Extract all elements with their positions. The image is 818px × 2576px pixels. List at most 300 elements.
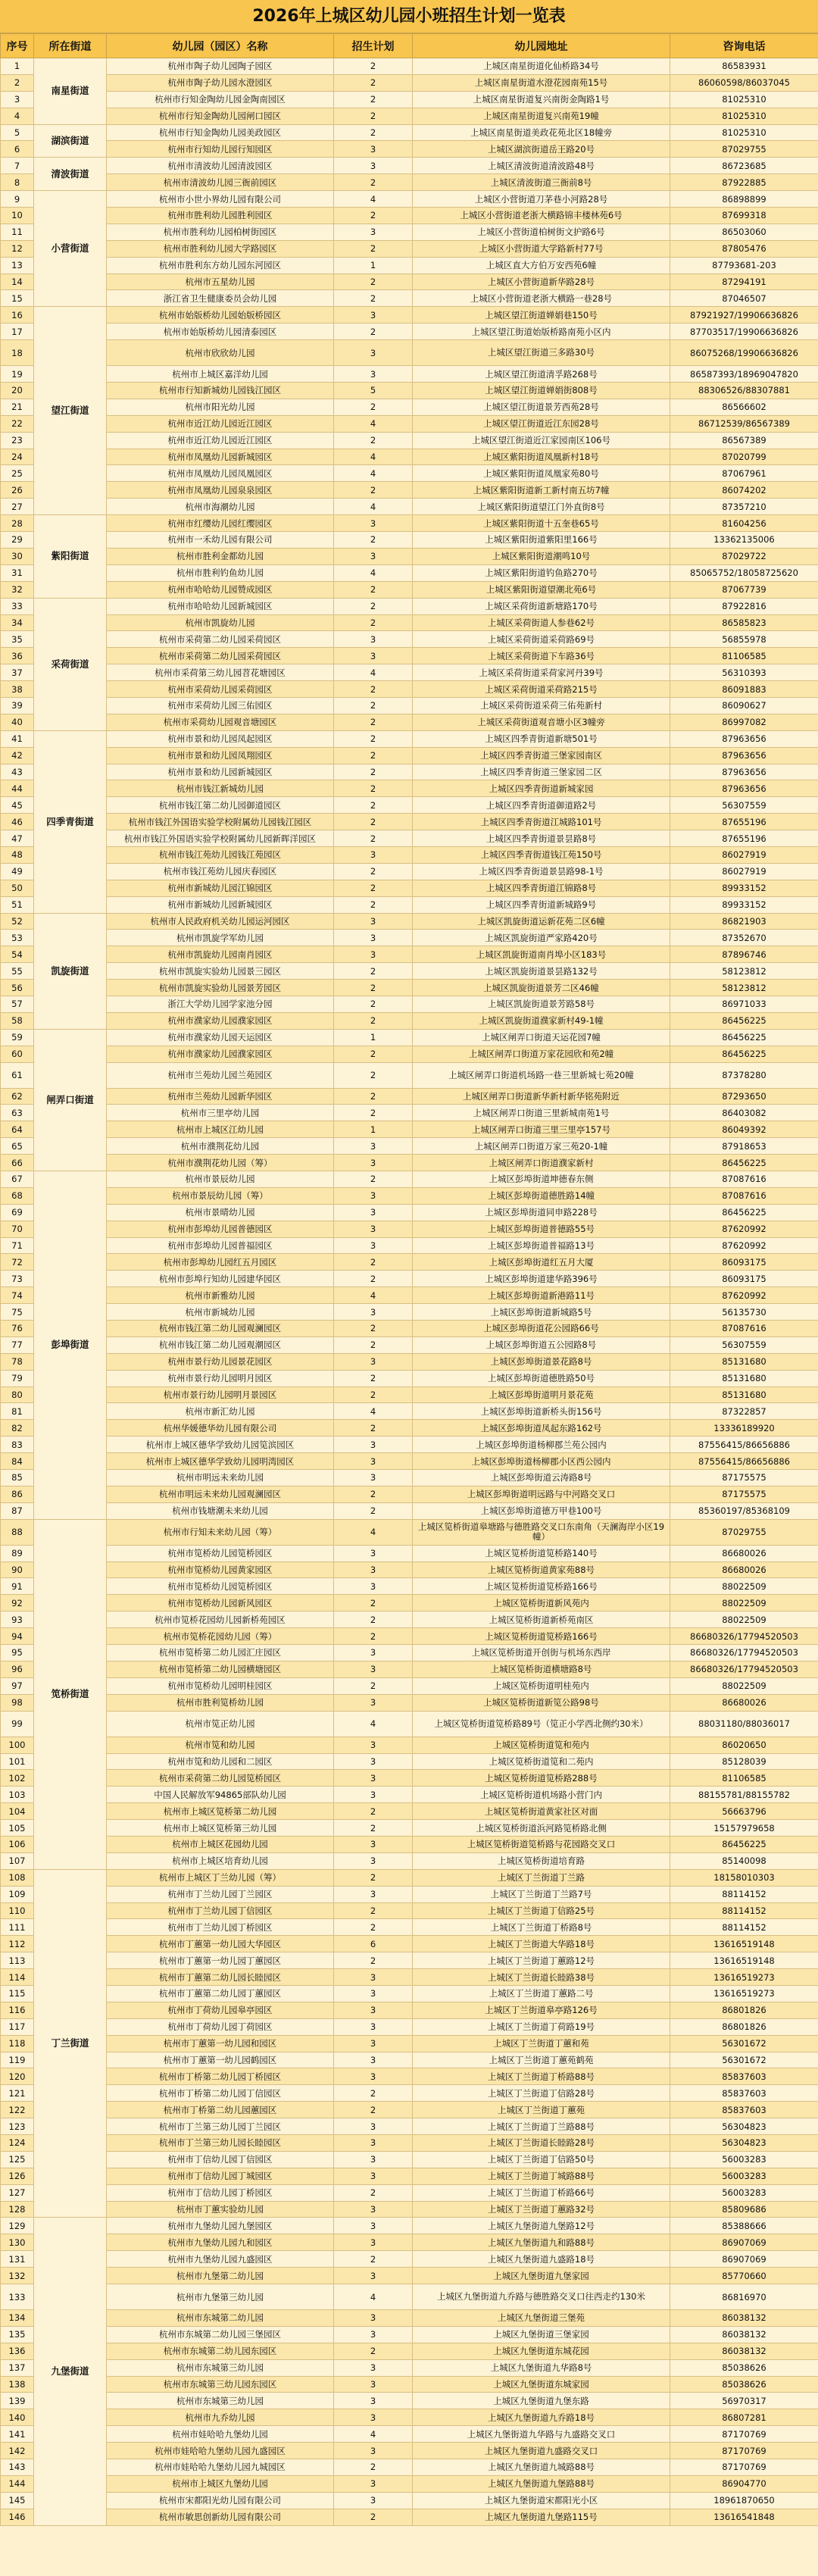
enrollment-plan: 3 [334,2168,413,2184]
contact-phone: 87378280 [670,1062,818,1088]
row-number: 136 [1,2343,34,2359]
kindergarten-address: 上城区闸弄口街道天运花园7幢 [413,1029,670,1046]
kindergarten-name: 杭州市上城区江幼儿园 [107,1121,334,1138]
row-number: 126 [1,2168,34,2184]
enrollment-plan: 3 [334,2134,413,2151]
row-number: 58 [1,1012,34,1029]
row-number: 15 [1,290,34,307]
contact-phone: 88306526/88307881 [670,383,818,399]
kindergarten-address: 上城区闸弄口街道濮家新村 [413,1155,670,1171]
kindergarten-address: 上城区九堡街道宋都阳光小区 [413,2492,670,2509]
table-row [1,2376,818,2393]
table-header-row [1,34,818,58]
kindergarten-address: 上城区四季青街道三堡家园南区 [413,747,670,764]
kindergarten-address: 上城区九堡街道九盛路交叉口 [413,2443,670,2459]
row-number: 12 [1,240,34,257]
kindergarten-address: 上城区采荷街道新塘路170号 [413,598,670,614]
contact-phone: 86680326/17794520503 [670,1645,818,1662]
kindergarten-address: 上城区闸弄口街道万家三苑20-1幢 [413,1138,670,1155]
contact-phone: 87918653 [670,1138,818,1155]
enrollment-plan: 3 [334,2475,413,2492]
kindergarten-address: 上城区九堡街道九和路88号 [413,2234,670,2251]
kindergarten-name: 杭州市哈哈幼儿园赞成园区 [107,581,334,598]
kindergarten-name: 杭州市宋都阳光幼儿园有限公司 [107,2492,334,2509]
row-number: 68 [1,1187,34,1204]
kindergarten-name: 杭州市景晴幼儿园 [107,1204,334,1221]
contact-phone: 87963656 [670,730,818,747]
row-number: 31 [1,564,34,581]
row-number: 21 [1,399,34,415]
row-number: 110 [1,1902,34,1919]
row-number: 138 [1,2376,34,2393]
kindergarten-address: 上城区彭埠街道新城路5号 [413,1304,670,1321]
header-no: 序号 [1,34,34,58]
kindergarten-address: 上城区笕桥街道笕桥路140号 [413,1545,670,1562]
kindergarten-address: 上城区小营街道老浙大横路锦丰楼林苑6号 [413,208,670,224]
contact-phone: 85065752/18058725620 [670,564,818,581]
row-number: 118 [1,2035,34,2052]
header-phone: 咨询电话 [670,34,818,58]
street-cell: 闸弄口街道 [34,1029,107,1171]
table-row [1,2168,818,2184]
kindergarten-address: 上城区笕桥街道培育路 [413,1852,670,1869]
kindergarten-address: 上城区彭埠街道德万甲巷100号 [413,1502,670,1519]
table-row [1,1436,818,1453]
kindergarten-name: 杭州市明远未来幼儿园观澜园区 [107,1486,334,1502]
enrollment-plan: 2 [334,1820,413,1837]
table-row [1,1221,818,1237]
row-number: 130 [1,2234,34,2251]
contact-phone: 88114152 [670,1902,818,1919]
table-row [1,1852,818,1869]
kindergarten-address: 上城区九堡街道九乔路与德胜路交叉口往西走约130米 [413,2284,670,2310]
kindergarten-address: 上城区笕桥街道笕和二苑内 [413,1753,670,1770]
contact-phone: 86403082 [670,1105,818,1121]
contact-phone: 56304823 [670,2134,818,2151]
enrollment-plan: 3 [334,548,413,564]
contact-phone: 56310393 [670,664,818,681]
kindergarten-name: 杭州市始版桥幼儿园清泰园区 [107,324,334,340]
table-row [1,614,818,631]
row-number: 87 [1,1502,34,1519]
enrollment-plan: 2 [334,399,413,415]
kindergarten-address: 上城区九堡街道三堡苑 [413,2310,670,2327]
kindergarten-name: 杭州市东城第三幼儿园 [107,2359,334,2376]
kindergarten-address: 上城区丁兰街道丁蕙苑鹤苑 [413,2052,670,2068]
contact-phone: 86680026 [670,1694,818,1711]
contact-phone: 88031180/88036017 [670,1711,818,1737]
table-row [1,1562,818,1578]
table-row [1,730,818,747]
enrollment-plan: 3 [334,1886,413,1902]
table-row [1,366,818,383]
table-row [1,2068,818,2085]
kindergarten-name: 杭州市九堡幼儿园九盛园区 [107,2251,334,2268]
kindergarten-address: 上城区采荷街道采荷路69号 [413,631,670,648]
row-number: 64 [1,1121,34,1138]
enrollment-plan: 2 [334,1502,413,1519]
kindergarten-address: 上城区丁兰街道丁桥路66号 [413,2184,670,2201]
table-row [1,1420,818,1436]
enrollment-plan: 3 [334,2409,413,2426]
kindergarten-address: 上城区丁兰街道丁荷路19号 [413,2018,670,2035]
enrollment-plan: 2 [334,2085,413,2102]
enrollment-plan: 2 [334,2343,413,2359]
row-number: 107 [1,1852,34,1869]
kindergarten-name: 杭州市丁信幼儿园丁信园区 [107,2151,334,2168]
kindergarten-address: 上城区彭埠街道普福路13号 [413,1237,670,1254]
contact-phone: 87620992 [670,1287,818,1304]
table-row [1,2035,818,2052]
kindergarten-address: 上城区闸弄口街道三里新城南苑1号 [413,1105,670,1121]
kindergarten-address: 上城区丁兰街道丁蕙路12号 [413,1952,670,1969]
row-number: 76 [1,1321,34,1337]
contact-phone: 86566602 [670,399,818,415]
kindergarten-address: 上城区凯旋街道严家路420号 [413,930,670,946]
kindergarten-name: 杭州市丁兰第三幼儿园长睦园区 [107,2134,334,2151]
contact-phone: 86712539/86567389 [670,415,818,432]
contact-phone: 88022509 [670,1578,818,1595]
contact-phone: 87963656 [670,747,818,764]
table-row [1,2118,818,2135]
table-row [1,2326,818,2343]
kindergarten-address: 上城区笕桥街道新桥苑南区 [413,1612,670,1628]
kindergarten-address: 上城区九堡街道九乔路18号 [413,2409,670,2426]
kindergarten-name: 杭州市东城第二幼儿园 [107,2310,334,2327]
table-row [1,1628,818,1645]
table-row [1,2284,818,2310]
kindergarten-name: 杭州市濮家幼儿园濮家园区 [107,1046,334,1062]
row-number: 81 [1,1403,34,1420]
row-number: 40 [1,714,34,730]
contact-phone: 89933152 [670,896,818,913]
table-row [1,664,818,681]
table-row [1,830,818,847]
row-number: 59 [1,1029,34,1046]
row-number: 62 [1,1088,34,1105]
row-number: 111 [1,1919,34,1936]
enrollment-plan: 2 [334,208,413,224]
kindergarten-address: 上城区紫阳街道新工新村南五坊7幢 [413,482,670,499]
row-number: 146 [1,2509,34,2525]
enrollment-plan: 2 [334,432,413,449]
table-row [1,1336,818,1353]
table-row [1,257,818,274]
kindergarten-name: 杭州市红缨幼儿园红缨园区 [107,515,334,532]
kindergarten-name: 杭州市采荷第二幼儿园采荷园区 [107,648,334,664]
table-row [1,996,818,1012]
kindergarten-name: 杭州市兰苑幼儿园兰苑园区 [107,1062,334,1088]
table-row [1,1969,818,1986]
contact-phone: 87087616 [670,1187,818,1204]
contact-phone: 85837603 [670,2085,818,2102]
table-row [1,1287,818,1304]
kindergarten-address: 上城区采荷街道观音塘小区3幢旁 [413,714,670,730]
row-number: 37 [1,664,34,681]
contact-phone: 88114152 [670,1919,818,1936]
header-plan: 招生计划 [334,34,413,58]
enrollment-plan: 2 [334,1386,413,1403]
row-number: 82 [1,1420,34,1436]
kindergarten-address: 上城区笕桥街道笕桥路166号 [413,1628,670,1645]
enrollment-plan: 2 [334,963,413,980]
contact-phone: 81106585 [670,648,818,664]
kindergarten-name: 杭州市胜利金都幼儿园 [107,548,334,564]
contact-phone: 13616519148 [670,1936,818,1952]
row-number: 24 [1,449,34,465]
table-row [1,532,818,549]
contact-phone: 88155781/88155782 [670,1787,818,1803]
kindergarten-name: 杭州市采荷幼儿园三佑园区 [107,697,334,714]
table-row [1,1046,818,1062]
kindergarten-name: 杭州市笕桥花园幼儿园新桥苑园区 [107,1612,334,1628]
row-number: 70 [1,1221,34,1237]
row-number: 137 [1,2359,34,2376]
kindergarten-name: 杭州市笕桥幼儿园新风园区 [107,1595,334,1612]
enrollment-plan: 2 [334,1595,413,1612]
kindergarten-name: 杭州市海潮幼儿园 [107,499,334,515]
street-cell: 笕桥街道 [34,1519,107,1869]
row-number: 54 [1,946,34,963]
enrollment-plan: 3 [334,1753,413,1770]
kindergarten-name: 杭州市九乔幼儿园 [107,2409,334,2426]
contact-phone: 86093175 [670,1271,818,1287]
table-row [1,548,818,564]
contact-phone: 81025310 [670,124,818,141]
kindergarten-address: 上城区望江街道婵娟巷150号 [413,307,670,324]
enrollment-plan: 3 [334,2234,413,2251]
kindergarten-name: 杭州市兰苑幼儿园新华园区 [107,1088,334,1105]
table-row [1,1029,818,1046]
kindergarten-name: 杭州市凤凰幼儿园泉泉园区 [107,482,334,499]
kindergarten-name: 杭州市丁兰幼儿园丁兰园区 [107,1886,334,1902]
table-row [1,141,818,158]
contact-phone: 87029755 [670,1519,818,1545]
contact-phone: 86456225 [670,1046,818,1062]
enrollment-plan: 3 [334,1304,413,1321]
street-cell: 湖滨街道 [34,124,107,158]
enrollment-plan: 2 [334,1486,413,1502]
row-number: 131 [1,2251,34,2268]
enrollment-plan: 2 [334,1869,413,1886]
kindergarten-address: 上城区南星街道复兴南街金陶路1号 [413,91,670,108]
kindergarten-name: 杭州市行知金陶幼儿园闸口园区 [107,108,334,124]
contact-phone: 87020799 [670,449,818,465]
table-row [1,2443,818,2459]
table-row [1,499,818,515]
kindergarten-name: 杭州市行知幼儿园行知园区 [107,141,334,158]
kindergarten-name: 杭州市景和幼儿园凤起园区 [107,730,334,747]
street-cell: 四季青街道 [34,730,107,913]
contact-phone: 86997082 [670,714,818,730]
row-number: 33 [1,598,34,614]
enrollment-plan: 4 [334,1711,413,1737]
table-row [1,174,818,191]
enrollment-plan: 2 [334,1803,413,1820]
table-row [1,2492,818,2509]
contact-phone: 56663796 [670,1803,818,1820]
contact-phone: 18961870650 [670,2492,818,2509]
table-row [1,913,818,930]
kindergarten-name: 杭州市彭埠幼儿园红五月园区 [107,1254,334,1271]
contact-phone: 58123812 [670,963,818,980]
kindergarten-address: 上城区笕桥街道横塘路8号 [413,1661,670,1677]
row-number: 97 [1,1677,34,1694]
row-number: 145 [1,2492,34,2509]
row-number: 133 [1,2284,34,2310]
kindergarten-address: 上城区丁兰街道丁信路50号 [413,2151,670,2168]
kindergarten-address: 上城区丁兰街道丁兰路88号 [413,2118,670,2135]
table-row [1,2310,818,2327]
header-street: 所在街道 [34,34,107,58]
enrollment-plan: 4 [334,2426,413,2443]
kindergarten-address: 上城区彭埠街道花公园路66号 [413,1321,670,1337]
kindergarten-name: 杭州市钱江新城幼儿园 [107,780,334,797]
enrollment-plan: 2 [334,290,413,307]
kindergarten-name: 杭州市景辰幼儿园（筹） [107,1187,334,1204]
contact-phone: 86503060 [670,224,818,240]
table-row [1,208,818,224]
row-number: 115 [1,1985,34,2002]
kindergarten-address: 上城区笕桥街道开创街与机场东西岸 [413,1645,670,1662]
contact-phone: 86821903 [670,913,818,930]
table-row [1,2134,818,2151]
kindergarten-name: 杭州市上城区丁兰幼儿园（筹） [107,1869,334,1886]
enrollment-plan: 2 [334,1628,413,1645]
row-number: 95 [1,1645,34,1662]
contact-phone: 89933152 [670,880,818,896]
kindergarten-name: 杭州市丁蕙第一幼儿园和园区 [107,2035,334,2052]
table-row [1,747,818,764]
enrollment-plan: 3 [334,930,413,946]
row-number: 92 [1,1595,34,1612]
kindergarten-address: 上城区紫阳街道潮鸣10号 [413,548,670,564]
enrollment-plan: 2 [334,1254,413,1271]
row-number: 102 [1,1770,34,1787]
kindergarten-address: 上城区南星街道化仙桥路34号 [413,58,670,75]
table-row [1,2052,818,2068]
kindergarten-name: 杭州市清波幼儿园清波园区 [107,158,334,174]
kindergarten-name: 杭州市娃哈哈九堡幼儿园 [107,2426,334,2443]
row-number: 90 [1,1562,34,1578]
contact-phone: 86038132 [670,2326,818,2343]
kindergarten-name: 杭州市一禾幼儿园有限公司 [107,532,334,549]
contact-phone: 86038132 [670,2343,818,2359]
kindergarten-address: 上城区闸弄口街道万家花园欣和苑2幢 [413,1046,670,1062]
row-number: 34 [1,614,34,631]
kindergarten-name: 杭州市胜利东方幼儿园东河园区 [107,257,334,274]
kindergarten-name: 杭州市新汇幼儿园 [107,1403,334,1420]
row-number: 1 [1,58,34,75]
table-row [1,1545,818,1562]
row-number: 51 [1,896,34,913]
enrollment-plan: 2 [334,797,413,814]
kindergarten-name: 杭州市丁蕙第一幼儿园丁蕙园区 [107,1952,334,1969]
kindergarten-address: 上城区凯旋街道濮家新村49-1幢 [413,1012,670,1029]
kindergarten-name: 杭州市清波幼儿园三衙前园区 [107,174,334,191]
contact-phone: 15157979658 [670,1820,818,1837]
contact-phone: 13616541848 [670,2509,818,2525]
contact-phone: 86680026 [670,1562,818,1578]
kindergarten-name: 杭州市笕桥幼儿园黄家园区 [107,1562,334,1578]
table-row [1,1519,818,1545]
kindergarten-address: 上城区直大方伯万安西苑6幢 [413,257,670,274]
table-row [1,2102,818,2118]
contact-phone: 87029722 [670,548,818,564]
table-row [1,2509,818,2525]
contact-phone: 86093175 [670,1254,818,1271]
kindergarten-address: 上城区湖滨街道岳王路20号 [413,141,670,158]
enrollment-plan: 2 [334,996,413,1012]
enrollment-plan: 2 [334,108,413,124]
contact-phone: 86075268/19906636826 [670,340,818,366]
kindergarten-address: 上城区笕桥街道新笕公路98号 [413,1694,670,1711]
row-number: 89 [1,1545,34,1562]
kindergarten-address: 上城区笕桥街道明桂苑内 [413,1677,670,1694]
enrollment-plan: 2 [334,681,413,698]
kindergarten-name: 杭州市景行幼儿园明月景园区 [107,1386,334,1403]
kindergarten-address: 上城区笕桥街道黄家社区对面 [413,1803,670,1820]
row-number: 14 [1,274,34,290]
enrollment-plan: 2 [334,58,413,75]
kindergarten-address: 上城区丁兰街道丁蕙路二号 [413,1985,670,2002]
contact-phone: 86456225 [670,1029,818,1046]
kindergarten-name: 杭州市新城幼儿园江锦园区 [107,880,334,896]
table-row [1,1612,818,1628]
contact-phone: 87087616 [670,1321,818,1337]
kindergarten-address: 上城区望江街道婵娟街808号 [413,383,670,399]
table-row [1,2426,818,2443]
row-number: 5 [1,124,34,141]
enrollment-plan: 2 [334,1370,413,1386]
table-row [1,399,818,415]
kindergarten-name: 杭州市敏思创新幼儿园有限公司 [107,2509,334,2525]
enrollment-plan: 3 [334,1852,413,1869]
enrollment-plan: 3 [334,2151,413,2168]
table-row [1,290,818,307]
enrollment-plan: 3 [334,913,413,930]
contact-phone: 86583931 [670,58,818,75]
contact-phone: 85837603 [670,2068,818,2085]
row-number: 10 [1,208,34,224]
kindergarten-name: 杭州市钱江外国语实验学校附属幼儿园新晖洋园区 [107,830,334,847]
kindergarten-name: 杭州市上城区培育幼儿园 [107,1852,334,1869]
enrollment-plan: 3 [334,1836,413,1852]
kindergarten-name: 杭州市钱江第二幼儿园观潮园区 [107,1336,334,1353]
contact-phone: 58123812 [670,980,818,996]
kindergarten-address: 上城区彭埠街道杨柳郡小区西公园内 [413,1453,670,1470]
row-number: 128 [1,2201,34,2218]
table-row [1,432,818,449]
kindergarten-name: 杭州市行知金陶幼儿园美政园区 [107,124,334,141]
table-row [1,780,818,797]
table-row [1,863,818,880]
contact-phone: 81025310 [670,108,818,124]
kindergarten-name: 杭州市丁兰第三幼儿园丁兰园区 [107,2118,334,2135]
contact-phone: 81025310 [670,91,818,108]
enrollment-plan: 2 [334,780,413,797]
contact-phone: 85038626 [670,2359,818,2376]
kindergarten-address: 上城区小营街道刀茅巷小河路28号 [413,191,670,208]
enrollment-plan: 3 [334,515,413,532]
table-row [1,2475,818,2492]
kindergarten-address: 上城区彭埠街道坤德春东侧 [413,1171,670,1188]
kindergarten-name: 杭州市彭埠幼儿园普德园区 [107,1221,334,1237]
table-row [1,1694,818,1711]
kindergarten-address: 上城区南星街道水澄花园南苑15号 [413,74,670,91]
table-row [1,880,818,896]
table-row [1,307,818,324]
